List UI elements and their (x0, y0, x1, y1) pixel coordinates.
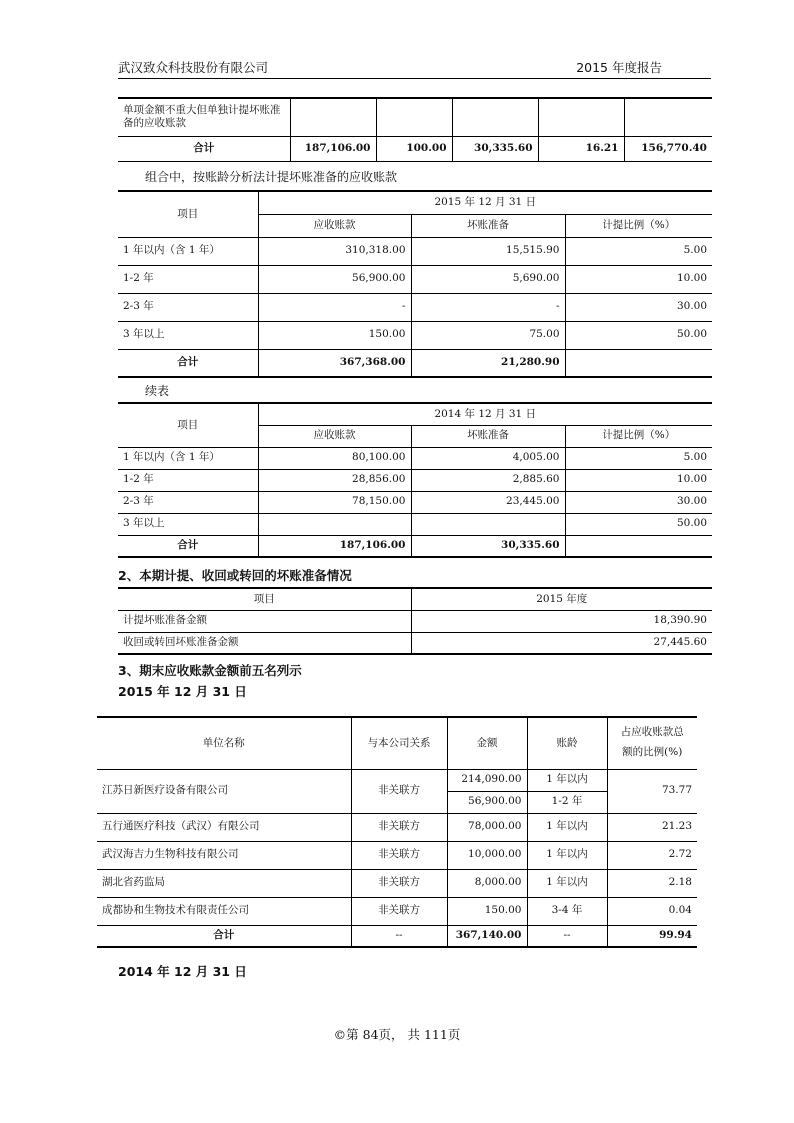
item-header: 项目 (118, 191, 258, 237)
table-row: 2-3 年 - - 30.00 (118, 293, 712, 321)
table-row: 3 年以上 150.00 75.00 50.00 (118, 321, 712, 349)
table-row: 成都协和生物技术有限责任公司 非关联方 150.00 3-4 年 0.04 (97, 897, 697, 925)
aging-intro: 组合中，按账龄分析法计提坏账准备的应收账款 (145, 170, 398, 184)
table-row: 湖北省药监局 非关联方 8,000.00 1 年以内 2.18 (97, 869, 697, 897)
continued-label: 续表 (145, 384, 170, 398)
table-row: 3 年以上 50.00 (118, 513, 712, 535)
provision-table: 项目 2015 年度 计提坏账准备金额 18,390.90 收回或转回坏账准备金额 27,445.60 (118, 587, 712, 655)
table-row: 江苏日新医疗设备有限公司 非关联方 214,090.00 1 年以内 73.77 (97, 769, 697, 791)
company-name: 武汉致众科技股份有限公司 (118, 60, 269, 75)
aging-table-2014: 项目 2014 年 12 月 31 日 应收账款 坏账准备 计提比例（%） 1 年以内（含 1 年） 80,100.00 4,005.00 5.00 1-2 年 28,856.00 2,885.60 10.00 2-3 年 78,150.00 23,445.00 30.00 3 年以上 50.00 合计 187,106.00 30,335.60 (118, 402, 712, 558)
table-row: 2-3 年 78,150.00 23,445.00 30.00 (118, 491, 712, 513)
top-five-table: 单位名称 与本公司关系 金额 账龄 占应收账款总 额的比例(%) 江苏日新医疗设备有限公司 非关联方 214,090.00 1 年以内 73.77 56,900.00 1-2 年 五行通医疗科技（武汉）有限公司 非关联方 78,000.00 1 年以内 21.23 武汉海吉力生物科技有限公司 非关联方 10,000.00 1 年以内 2.72 湖北省药监局 非关联方 8,000.00 1 年以内 2.18 成都协和生物技术有限责任公司 非关联方 150.00 3-4 年 0.04 合计 -- 367,140.00 -- 99.94 (97, 716, 697, 948)
table-row: 1-2 年 28,856.00 2,885.60 10.00 (118, 469, 712, 491)
table-row: 1 年以内（含 1 年） 310,318.00 15,515.90 5.00 (118, 237, 712, 265)
table-row-total: 合计 367,368.00 21,280.90 (118, 349, 712, 377)
table-row-total: 合计 187,106.00 100.00 30,335.60 16.21 156,770.40 (118, 136, 712, 161)
table-row: 五行通医疗科技（武汉）有限公司 非关联方 78,000.00 1 年以内 21.23 (97, 813, 697, 841)
section-2-title: 2、本期计提、收回或转回的坏账准备情况 (118, 568, 352, 583)
table-row: 计提坏账准备金额 18,390.90 (118, 610, 712, 632)
aging-table-2015: 项目 2015 年 12 月 31 日 应收账款 坏账准备 计提比例（%） 1 年以内（含 1 年） 310,318.00 15,515.90 5.00 1-2 年 56,900.00 5,690.00 10.00 2-3 年 - - 30.00 3 年以上 150.00 75.00 50.00 合计 367,368.00 21,280.90 (118, 190, 712, 378)
section-3-title: 3、期末应收账款金额前五名列示 (118, 663, 302, 678)
date-header: 2015 年 12 月 31 日 (258, 191, 712, 214)
table-row: 收回或转回坏账准备金额 27,445.60 (118, 632, 712, 654)
top-summary-table (118, 97, 712, 162)
header-divider (118, 78, 711, 79)
table-row-total: 合计 -- 367,140.00 -- 99.94 (97, 925, 697, 947)
table-row (118, 98, 712, 136)
table-row: 1-2 年 56,900.00 5,690.00 10.00 (118, 265, 712, 293)
section-3-date: 2015 年 12 月 31 日 (118, 684, 247, 699)
table-row-total: 合计 187,106.00 30,335.60 (118, 535, 712, 557)
page-footer: ©第 84页， 共 111页 (333, 1027, 461, 1042)
table-row: 1 年以内（含 1 年） 80,100.00 4,005.00 5.00 (118, 447, 712, 469)
item-header: 项目 (118, 403, 258, 447)
report-title: 2015 年度报告 (576, 60, 662, 75)
table-row: 武汉海吉力生物科技有限公司 非关联方 10,000.00 1 年以内 2.72 (97, 841, 697, 869)
date-header: 2014 年 12 月 31 日 (258, 403, 712, 425)
row-label: 单项金额不重大但单独计提坏账准备的应收账款 (118, 98, 290, 136)
date-2014-heading: 2014 年 12 月 31 日 (118, 964, 247, 979)
